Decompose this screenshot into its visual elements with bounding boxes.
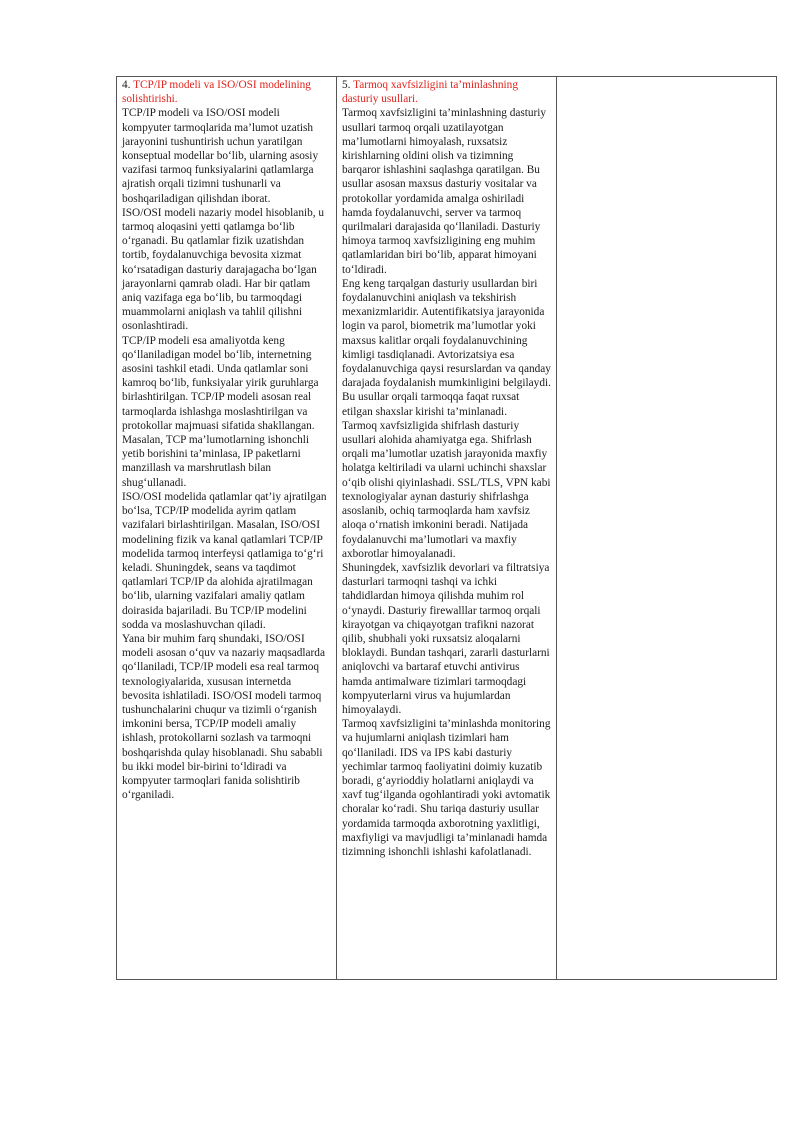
section-4-paragraph-1: TCP/IP modeli va ISO/OSI modeli kompyuter tarmoqlarida ma’lumot uzatish jarayonini tushuntirish uchun yaratilgan konseptual modellar bo‘lib, ularning asosiy vazifasi tarmoq funksiyalarini qatlamlarga ajratish orqali tizimni tushunarli va boshqariladigan qilishdan iborat.: [122, 107, 319, 205]
section-5-paragraph-3: Tarmoq xavfsizligida shifrlash dasturiy usullari alohida ahamiyatga ega. Shifrlash orqali ma’lumotlar uzatish jarayonida maxfiy holatga keltiriladi va ularni uchinchi shaxslar o‘qib olishi qiyinlashadi. SSL/TLS, VPN kabi texnologiyalar aynan dasturiy shifrlashga asoslanib, ochiq tarmoqlarda ham xavfsiz aloqa o‘rnatish imkonini beradi. Natijada foydalanuvchi ma’lumotlari va maxfiy axborotlar himoyalanadi.: [342, 419, 551, 560]
section-5-paragraph-1: Tarmoq xavfsizligini ta’minlashning dasturiy usullari tarmoq orqali uzatilayotgan ma’lumotlarni himoyalash, ruxsatsiz kirishlarning oldini olish va tizimning barqaror ishlashini saqlashga qaratilgan. Bu usullar asosan maxsus dasturiy vositalar va protokollar yordamida amalga oshiriladi hamda foydalanuvchi, server va tarmoq qurilmalari darajasida qo‘llaniladi. Dasturiy himoya tarmoq xavfsizligining eng muhim qatlamlaridan biri bo‘lib, apparat himoyani to‘ldiradi.: [342, 107, 547, 276]
cell-section-5: [337, 77, 557, 980]
section-4-paragraph-2: ISO/OSI modeli nazariy model hisoblanib, u tarmoq aloqasini yetti qatlamga bo‘lib o‘rganadi. Bu qatlamlar fizik uzatishdan tortib, foydalanuvchiga bevosita xizmat ko‘rsatadigan dasturiy darajagacha bo‘lgan jarayonlarni qamrab oladi. Har bir qatlam aniq vazifaga ega bo‘lib, bu tarmoqdagi muammolarni aniqlash va tahlil qilishni osonlashtiradi.: [122, 206, 325, 333]
section-5-paragraph-2: Eng keng tarqalgan dasturiy usullardan biri foydalanuvchini aniqlash va tekshirish mexanizmlaridir. Autentifikatsiya jarayonida login va parol, biometrik ma’lumotlar yoki maxsus kalitlar orqali foydalanuvchining kimligi tasdiqlanadi. Avtorizatsiya esa foydalanuvchiga qaysi resurslardan va qanday darajada foydalanish mumkinligini belgilaydi. Bu usullar orqali tarmoqqa faqat ruxsat etilgan shaxslar kirishi ta’minlanadi.: [342, 277, 551, 418]
section-5-title: Tarmoq xavfsizligini ta’minlashning dasturiy usullari.: [342, 79, 518, 106]
section-5-paragraph-4: Shuningdek, xavfsizlik devorlari va filtratsiya dasturlari tarmoqni tashqi va ichki tahdidlardan himoya qilishda muhim rol o‘ynaydi. Dasturiy firewalllar tarmoq orqali kirayotgan va chiqayotgan trafikni nazorat qilib, shubhali yoki ruxsatsiz aloqalarni bloklaydi. Bundan tashqari, zararli dasturlarni aniqlovchi va bartaraf etuvchi antivirus hamda antimalware tizimlari tarmoqdagi kompyuterlarni virus va hujumlardan himoyalaydi.: [342, 561, 550, 716]
table-row: [117, 77, 777, 980]
section-4-paragraph-4: ISO/OSI modelida qatlamlar qat’iy ajratilgan bo‘lsa, TCP/IP modelida ayrim qatlam vazifalari birlashtirilgan. Masalan, ISO/OSI modelining fizik va kanal qatlamlari TCP/IP modelida tarmoq interfeysi qatlamiga to‘g‘ri keladi. Shuningdek, seans va taqdimot qatlamlari TCP/IP da alohida ajratilmagan bo‘lib, ularning vazifalari amaliy qatlam doirasida bajariladi. Bu TCP/IP modelini sodda va moslashuvchan qiladi.: [122, 490, 327, 631]
section-4-paragraph-5: Yana bir muhim farq shundaki, ISO/OSI modeli asosan o‘quv va nazariy maqsadlarda qo‘llaniladi, TCP/IP modeli esa real tarmoq texnologiyalarida, xususan internetda bevosita ishlatiladi. ISO/OSI modeli tarmoq tushunchalarini chuqur va tizimli o‘rganish imkonini bersa, TCP/IP modeli amaliy ishlash, protokollarni sozlash va tarmoqni boshqarishda qulay hisoblanadi. Shu sababli bu ikki model bir-birini to‘ldiradi va kompyuter tarmoqlari fanida solishtirib o‘rganiladi.: [122, 632, 325, 802]
section-4-title: TCP/IP modeli va ISO/OSI modelining solishtirishi.: [122, 79, 311, 106]
section-5-heading: [342, 78, 551, 106]
content-table: [116, 76, 777, 980]
section-4-number: 4.: [122, 79, 131, 91]
section-4-paragraph-3: TCP/IP modeli esa amaliyotda keng qo‘llaniladigan model bo‘lib, internetning asosini tashkil etadi. Unda qatlamlar soni kamroq bo‘lib, funksiyalar yirik guruhlarga birlashtirilgan. TCP/IP modeli asosan real tarmoqlarda ishlashga moslashtirilgan va protokollar majmuasi sifatida shakllangan. Masalan, TCP ma’lumotlarning ishonchli yetib borishini ta’minlasa, IP paketlarni manzillash va marshrutlash bilan shug‘ullanadi.: [122, 334, 319, 489]
cell-section-6-empty: [557, 77, 777, 980]
cell-section-4: [117, 77, 337, 980]
section-5-paragraph-5: Tarmoq xavfsizligini ta’minlashda monitoring va hujumlarni aniqlash tizimlari ham qo‘llaniladi. IDS va IPS kabi dasturiy yechimlar tarmoq faoliyatini doimiy kuzatib boradi, g‘ayrioddiy holatlarni aniqlaydi va xavf tug‘ilganda ogohlantiradi yoki avtomatik choralar ko‘radi. Shu tariqa dasturiy usullar yordamida tarmoqda axborotning yaxlitligi, maxfiyligi va mavjudligi ta’minlanadi hamda tizimning ishonchli ishlashi kafolatlanadi.: [342, 718, 551, 858]
section-4-heading: [122, 78, 331, 106]
section-5-number: 5.: [342, 79, 351, 91]
